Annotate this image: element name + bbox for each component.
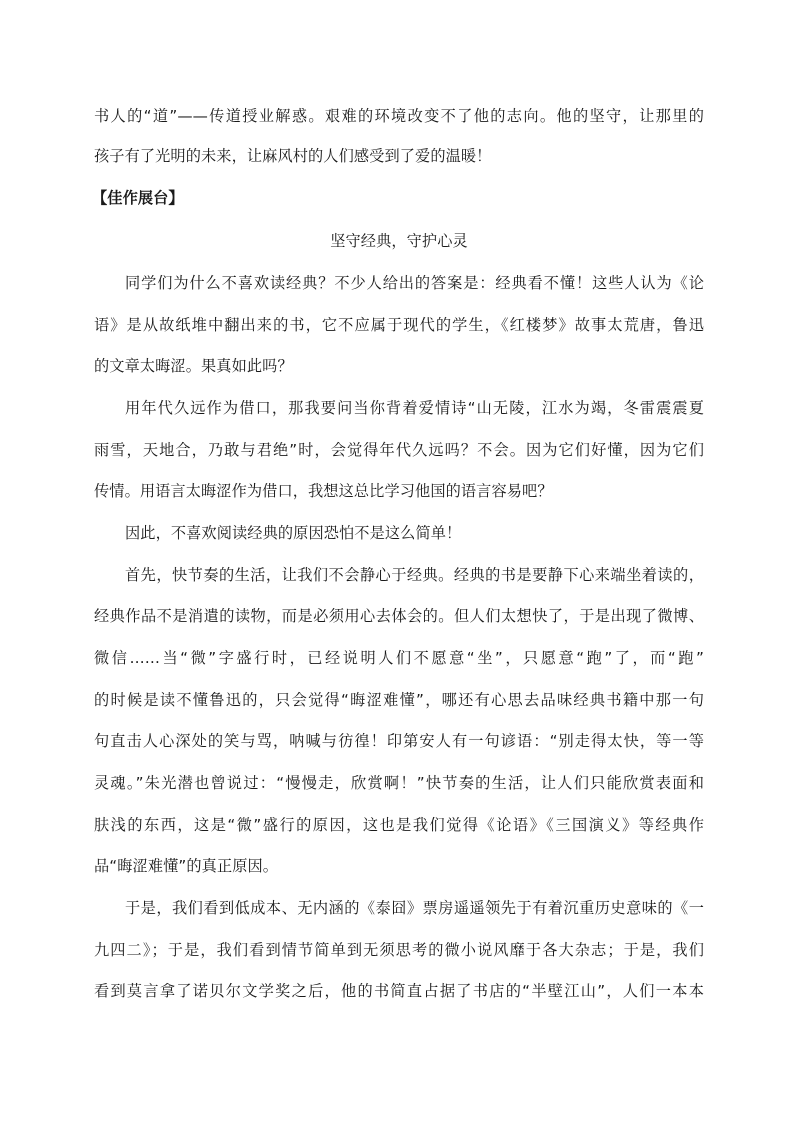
paragraph-line: 用年代久远作为借口，那我要问当你背着爱情诗“山无陵，江水为竭，冬雷震震夏 — [125, 399, 704, 417]
paragraph-line: 书人的“道”——传道授业解惑。艰难的环境改变不了他的志向。他的坚守，让那里的 — [94, 107, 704, 125]
paragraph-line: 于是，我们看到低成本、无内涵的《泰囧》票房遥遥领先于有着沉重历史意味的《一 — [125, 899, 704, 917]
paragraph-line: 传情。用语言太晦涩作为借口，我想这总比学习他国的语言容易吧？ — [94, 482, 553, 500]
paragraph-line: 因此，不喜欢阅读经典的原因恐怕不是这么简单！ — [125, 524, 462, 542]
paragraph-line: 的文章太晦涩。果真如此吗？ — [94, 357, 293, 375]
paragraph-line: 微信……当“微”字盛行时，已经说明人们不愿意“坐”，只愿意“跑”了，而“跑” — [94, 649, 704, 667]
essay-title: 坚守经典，守护心灵 — [330, 232, 468, 250]
paragraph-line: 首先，快节奏的生活，让我们不会静心于经典。经典的书是要静下心来端坐着读的， — [125, 566, 704, 584]
paragraph-line: 雨雪，天地合，乃敢与君绝”时，会觉得年代久远吗？不会。因为它们好懂，因为它们 — [94, 441, 704, 459]
paragraph-line: 肤浅的东西，这是“微”盛行的原因，这也是我们觉得《论语》《三国演义》等经典作 — [94, 816, 704, 834]
paragraph-line: 九四二》；于是，我们看到情节简单到无须思考的微小说风靡于各大杂志；于是，我们 — [94, 941, 704, 959]
paragraph-line: 语》是从故纸堆中翻出来的书，它不应属于现代的学生，《红楼梦》故事太荒唐，鲁迅 — [94, 316, 704, 334]
paragraph-line: 经典作品不是消遣的读物，而是必须用心去体会的。但人们太想快了，于是出现了微博、 — [94, 607, 704, 625]
paragraph-line: 品“晦涩难懂”的真正原因。 — [94, 857, 279, 875]
paragraph-line: 同学们为什么不喜欢读经典？不少人给出的答案是：经典看不懂！这些人认为《论 — [125, 274, 704, 292]
paragraph-line: 的时候是读不懂鲁迅的，只会觉得“晦涩难懂”，哪还有心思去品味经典书籍中那一句 — [94, 691, 704, 709]
paragraph-line: 看到莫言拿了诺贝尔文学奖之后，他的书简直占据了书店的“半壁江山”，人们一本本 — [94, 982, 704, 1000]
paragraph-line: 句直击人心深处的笑与骂，呐喊与彷徨！印第安人有一句谚语：“别走得太快，等一等 — [94, 732, 704, 750]
paragraph-line: 孩子有了光明的未来，让麻风村的人们感受到了爱的温暖！ — [94, 147, 492, 165]
paragraph-line: 灵魂。”朱光潜也曾说过：“慢慢走，欣赏啊！”快节奏的生活，让人们只能欣赏表面和 — [94, 774, 704, 792]
section-heading: 【佳作展台】 — [92, 189, 184, 207]
